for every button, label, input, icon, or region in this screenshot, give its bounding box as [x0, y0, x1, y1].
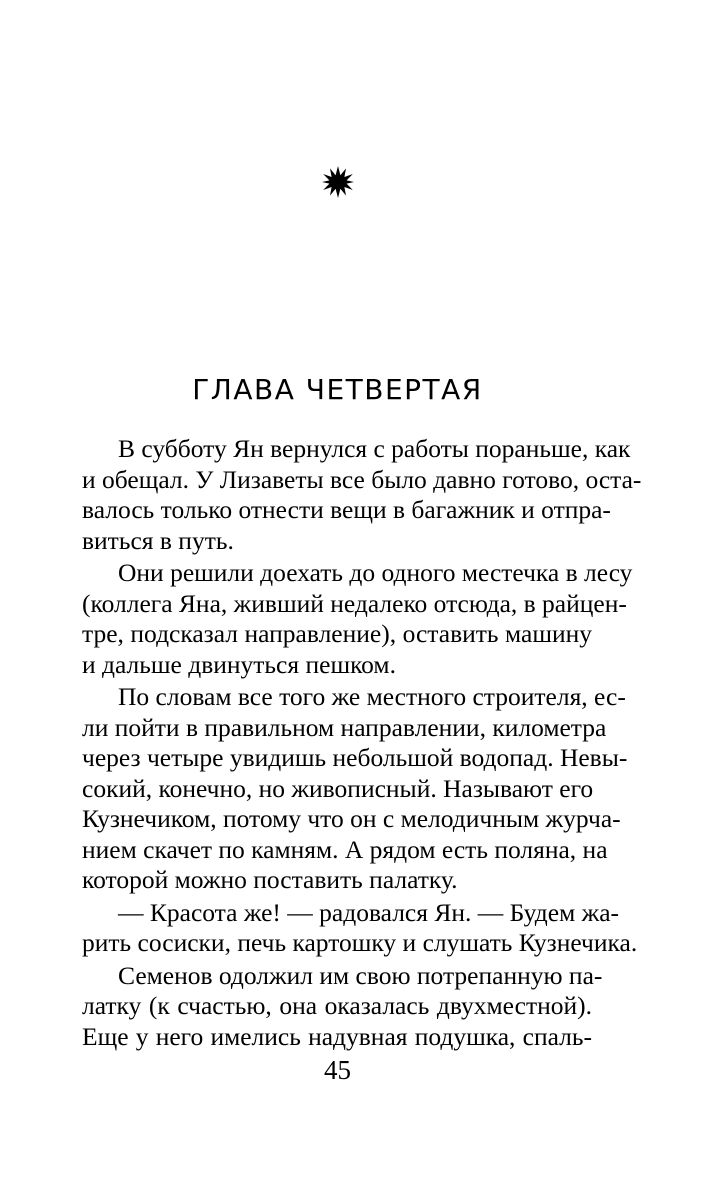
text-line: тре, подсказал направление), оставить машину: [82, 619, 592, 648]
text-line: (коллега Яна, живший недалеко отсюда, в райцен-: [82, 588, 627, 618]
text-line: через четыре увидишь небольшой водопад. Невы-: [82, 743, 628, 772]
text-line: Семенов одолжил им свою потрепанную па-: [118, 960, 603, 990]
text-line: и дальше двинуться пешком.: [82, 649, 396, 679]
text-line: и обещал. У Лизаветы все было давно готово, оста-: [82, 464, 642, 494]
text-line: В субботу Ян вернулся с работы пораньше, как: [118, 434, 631, 463]
text-line: Еще у него имелись надувная подушка, спаль-: [82, 1021, 592, 1051]
text-line: рить сосиски, печь картошку и слушать Кузнечика.: [82, 928, 638, 957]
chapter-title: ГЛАВА ЧЕТВЕРТАЯ: [192, 373, 483, 406]
star-ornament-icon: [322, 166, 354, 198]
paragraph: [82, 897, 638, 959]
page-number: 45: [324, 1055, 351, 1085]
text-line: сокий, конечно, но живописный. Называют его: [82, 773, 594, 803]
text-line: нием скачет по камням. А рядом есть поляна, на: [82, 834, 608, 864]
text-line: ли пойти в правильном направлении, километра: [82, 712, 607, 742]
text-line: латку (к счастью, она оказалась двухместной).: [82, 991, 592, 1020]
text-line: Кузнечиком, потому что он с мелодичным журча-: [82, 804, 621, 833]
paragraph: [82, 434, 642, 556]
body-text: [82, 434, 642, 1054]
text-line: Они решили доехать до одного местечка в лесу: [118, 558, 633, 587]
paragraph: [82, 682, 628, 896]
paragraph: [82, 960, 603, 1053]
text-line: — Красота же! — радовался Ян. — Будем жа-: [118, 897, 620, 927]
text-line: виться в путь.: [82, 525, 234, 555]
text-line: валось только отнести вещи в багажник и отпра-: [82, 495, 611, 524]
text-line: По словам все того же местного строителя, ес-: [118, 682, 626, 711]
paragraph: [82, 558, 633, 680]
text-line: которой можно поставить палатку.: [82, 865, 458, 894]
